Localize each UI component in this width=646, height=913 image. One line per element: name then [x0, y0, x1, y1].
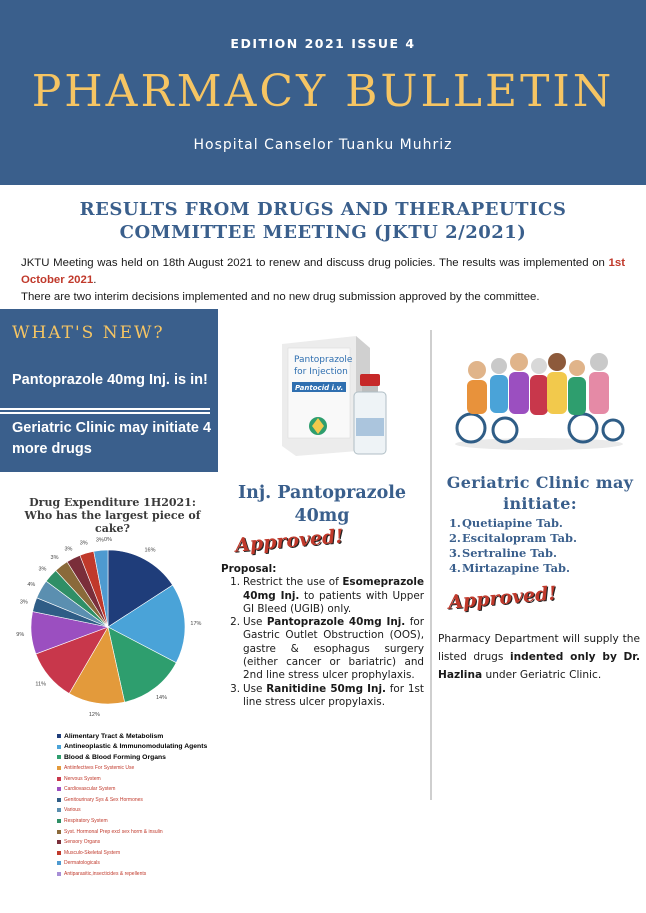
intro-part2: .: [93, 274, 97, 286]
legend-swatch: [57, 819, 61, 823]
legend-entry: [57, 816, 227, 827]
legend-swatch: [57, 840, 61, 844]
divider-line: [0, 408, 210, 410]
pie-slice-label: 3%: [19, 599, 28, 606]
intro-line2: There are two interim decisions implemented and no new drug submission approved by the committee.: [21, 291, 540, 303]
bulletin-title: PHARMACY BULLETIN: [31, 66, 615, 117]
legend-entry: [57, 848, 227, 859]
pantoprazole-title: [232, 482, 412, 528]
pantoprazole-title-line1: Inj. Pantoprazole: [237, 483, 407, 503]
legend-label: Antiinfectives For Systemic Use: [64, 765, 135, 772]
product-sub: for Injection: [294, 367, 348, 377]
drug-item: [449, 531, 577, 546]
results-heading-line2: COMMITTEE MEETING (JKTU 2/2021): [119, 222, 527, 243]
supply-emphasis: indented only by: [509, 651, 617, 663]
item-text-a: Use: [243, 682, 267, 695]
item-text-c: to patients with Upper GI Bleed (UGIB) only.: [243, 589, 424, 615]
legend-entry: [57, 795, 227, 806]
drug-name: Mirtazapine Tab.: [462, 561, 570, 575]
pie-slice-label: 4%: [27, 581, 36, 588]
item-text-a: Restrict the use of: [243, 576, 343, 589]
vial-image: [350, 372, 390, 457]
legend-label: Syst. Hormonal Prep excl sex horm & insulin: [64, 828, 163, 835]
hospital-name: Hospital Canselor Tuanku Muhriz: [193, 137, 453, 153]
legend-label: Respiratory System: [64, 818, 108, 825]
column-divider: [430, 330, 432, 800]
legend-label: Dermatologicals: [64, 860, 100, 867]
intro-text: [21, 255, 625, 306]
legend-label: Genitourinary Sys & Sex Hormones: [64, 796, 143, 803]
legend-entry: [57, 742, 227, 753]
legend-swatch: [57, 851, 61, 855]
whats-new-item-pantoprazole: Pantoprazole 40mg Inj. is in!: [12, 372, 208, 388]
chart-legend: [57, 731, 227, 879]
chart-title: Drug Expenditure 1H2021: Who has the largest piece of cake?: [24, 496, 201, 535]
drug-name: Quetiapine Tab.: [462, 516, 563, 530]
elderly-group-illustration: [453, 348, 625, 450]
pie-slice-label: 0%: [104, 537, 112, 543]
intro-paragraph: [21, 255, 625, 289]
drug-name: Sertraline Tab.: [462, 546, 557, 560]
pie-slice-label: 17%: [190, 620, 202, 627]
proposal-label: Proposal:: [221, 563, 277, 575]
legend-label: Various: [64, 807, 81, 814]
proposal-list: [221, 576, 424, 709]
legend-entry: [57, 826, 227, 837]
legend-swatch: [57, 872, 61, 876]
item-text-a: Use: [243, 616, 267, 629]
legend-entry: [57, 731, 227, 742]
product-brand: Pantocid i.v.: [295, 384, 344, 392]
item-number: 3.: [230, 682, 240, 695]
results-heading-line1: RESULTS FROM DRUGS AND THERAPEUTICS: [79, 199, 567, 220]
legend-label: Antineoplastic & Immunomodulating Agents: [64, 743, 208, 751]
pie-chart: [0, 530, 215, 725]
legend-label: Alimentary Tract & Metabolism: [64, 732, 164, 740]
item-drug: Esomeprazole 40mg Inj.: [243, 576, 424, 602]
legend-swatch: [57, 766, 61, 770]
legend-swatch: [57, 787, 61, 791]
legend-swatch: [57, 830, 61, 834]
drug-number: 4.: [449, 561, 461, 575]
approved-stamp-pantoprazole: Approved!: [234, 525, 345, 557]
geriatric-title: Geriatric Clinic may initiate:: [446, 473, 634, 513]
whats-new-title: WHAT'S NEW?: [12, 323, 165, 343]
legend-swatch: [57, 798, 61, 802]
implementation-date: 1st October 2021: [21, 257, 625, 286]
supply-text-e: under Geriatric Clinic.: [482, 669, 602, 681]
legend-swatch: [57, 861, 61, 865]
drug-name: Escitalopram Tab.: [462, 531, 577, 545]
legend-swatch: [57, 777, 61, 781]
pie-slice-label: 14%: [155, 694, 167, 701]
doctor-name: Dr. Hazlina: [438, 651, 640, 681]
item-text: [243, 576, 424, 616]
legend-entry: [57, 805, 227, 816]
results-heading: [0, 198, 646, 244]
pie-slice-label: 16%: [144, 547, 156, 554]
drug-number: 2.: [449, 531, 461, 545]
legend-label: Sensory Organs: [64, 839, 101, 846]
legend-label: Nervous System: [64, 775, 101, 782]
legend-label: Cardiovascular System: [64, 786, 116, 793]
pantoprazole-title-line2: 40mg: [294, 506, 350, 526]
whats-new-box: [0, 309, 218, 472]
legend-swatch: [57, 808, 61, 812]
approved-stamp-geriatric: Approved!: [447, 582, 558, 614]
drug-item: [449, 561, 577, 576]
drug-number: 3.: [449, 546, 461, 560]
pie-slice-label: 3%: [38, 566, 47, 573]
item-text: [243, 616, 424, 682]
legend-entry: [57, 858, 227, 869]
legend-entry: [57, 752, 227, 763]
intro-part1: JKTU Meeting was held on 18th August 2021 to renew and discuss drug policies. The results was implemented on: [21, 257, 609, 269]
legend-entry: [57, 773, 227, 784]
geriatric-drug-list: [449, 516, 577, 576]
item-drug: Pantoprazole 40mg Inj.: [266, 616, 406, 629]
item-drug: Ranitidine 50mg Inj.: [266, 682, 386, 695]
proposal-section: [221, 563, 424, 709]
product-name: Pantoprazole: [294, 355, 353, 365]
supply-text-a: Pharmacy Department will supply the listed drugs: [438, 633, 640, 663]
pie-slice-label: 3%: [79, 540, 88, 547]
drug-number: 1.: [449, 516, 461, 530]
item-text-c: for Gastric Outlet Obstruction (OOS), gastre & esophagus surgery (either cancer or bariatric) and 2nd line stress ulcer prophylaxis.: [243, 616, 425, 682]
legend-entry: [57, 837, 227, 848]
drug-item: [449, 516, 577, 531]
drug-item: [449, 546, 577, 561]
proposal-item: [221, 576, 424, 616]
legend-swatch: [57, 734, 61, 738]
proposal-item: [221, 683, 424, 710]
pie-slice-label: 3%: [50, 555, 59, 562]
item-number: 1.: [230, 576, 240, 589]
pie-slice-label: 12%: [88, 711, 100, 718]
legend-label: Musculo-Skeletal System: [64, 849, 121, 856]
divider-line: [0, 412, 210, 414]
legend-label: Blood & Blood Forming Organs: [64, 753, 166, 761]
legend-label: Antiparasitic,insecticides & repellents: [64, 871, 147, 878]
legend-swatch: [57, 755, 61, 759]
legend-swatch: [57, 745, 61, 749]
item-text-c: for 1st line stress ulcer propylaxis.: [243, 682, 424, 708]
proposal-item: [221, 616, 424, 682]
legend-entry: [57, 763, 227, 774]
header-banner: [0, 0, 646, 185]
pie-slice-label: 3%: [64, 546, 73, 553]
edition-label: EDITION 2021 ISSUE 4: [230, 36, 416, 51]
legend-entry: [57, 784, 227, 795]
item-number: 2.: [230, 616, 240, 629]
pie-slice-label: 3%: [95, 537, 104, 544]
legend-entry: [57, 869, 227, 880]
whats-new-item-geriatric: Geriatric Clinic may initiate 4 more drugs: [12, 420, 212, 457]
pie-slice-label: 9%: [16, 631, 25, 638]
item-text: [243, 683, 424, 710]
pie-slice-label: 11%: [35, 681, 46, 688]
supply-note: [438, 630, 640, 684]
